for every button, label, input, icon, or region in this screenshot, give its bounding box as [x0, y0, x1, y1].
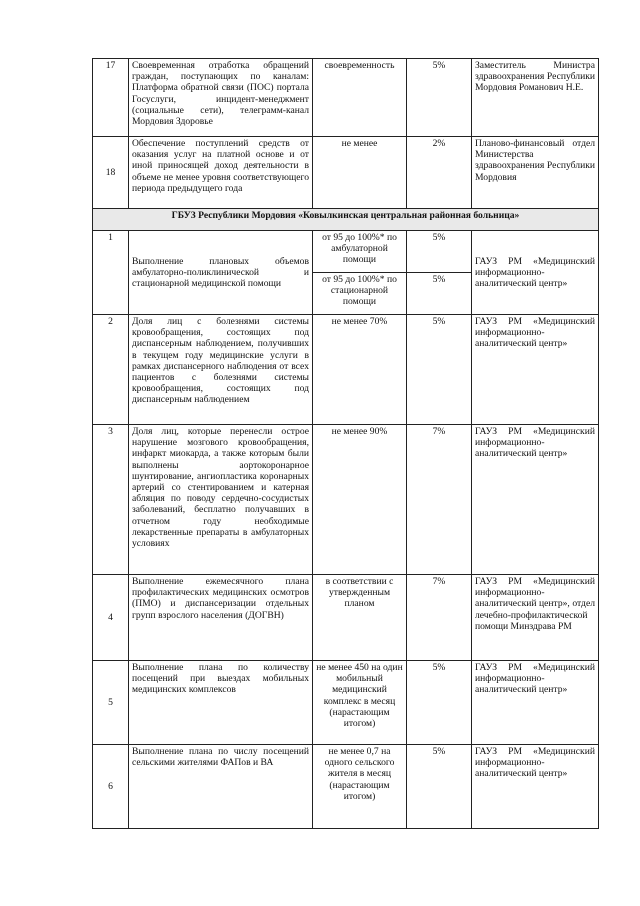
responsible-party: ГАУЗ РМ «Медицинский информационно-аналитический центр» [472, 661, 599, 745]
section-title: ГБУЗ Республики Мордовия «Ковылкинская центральная районная больница» [93, 209, 599, 231]
row-number: 18 [93, 137, 129, 209]
weight-value: 5% [407, 59, 472, 137]
target-value: не менее [313, 137, 407, 209]
indicator-text: Выполнение плана по числу посещений сельскими жителями ФАПов и ВА [129, 745, 313, 829]
row-number: 4 [93, 575, 129, 661]
target-value: от 95 до 100%* по амбулаторной помощи [313, 231, 407, 273]
weight-value: 5% [407, 661, 472, 745]
weight-value: 5% [407, 745, 472, 829]
weight-value: 5% [407, 273, 472, 315]
target-value: не менее 450 на один мобильный медицинский комплекс в месяц (нарастающим итогом) [313, 661, 407, 745]
responsible-party: ГАУЗ РМ «Медицинский информационно-аналитический центр» [472, 745, 599, 829]
table-row [93, 661, 599, 745]
indicator-text: Обеспечение поступлений средств от оказания услуг на платной основе и от иной приносящей доход деятельности в объеме не менее уровня соответствующего периода предыдущего года [129, 137, 313, 209]
table-row [93, 745, 599, 829]
table-row [93, 315, 599, 425]
weight-value: 7% [407, 575, 472, 661]
row-number: 1 [93, 231, 129, 315]
indicator-text: Выполнение ежемесячного плана профилактических медицинских осмотров (ПМО) и диспансеризации отдельных групп взрослого населения (ДОГВН) [129, 575, 313, 661]
row-number: 5 [93, 661, 129, 745]
target-value: не менее 0,7 на одного сельского жителя в месяц (нарастающим итогом) [313, 745, 407, 829]
indicator-text: Выполнение плановых объемов амбулаторно-поликлинической и стационарной медицинской помощи [129, 231, 313, 315]
weight-value: 5% [407, 231, 472, 273]
indicator-text: Доля лиц с болезнями системы кровообращения, состоящих под диспансерным наблюдением, получивших в текущем году медицинские услуги в рамках диспансерного наблюдения от всех пациентов с болезнями системы кровообращения, состоящих под диспансерным наблюдением [129, 315, 313, 425]
responsible-party: ГАУЗ РМ «Медицинский информационно-аналитический центр», отдел лечебно-профилактической помощи Минздрава РМ [472, 575, 599, 661]
section-row [93, 209, 599, 231]
row-number: 3 [93, 425, 129, 575]
indicator-text: Выполнение плана по количеству посещений при выездах мобильных медицинских комплексов [129, 661, 313, 745]
table-row [93, 137, 599, 209]
table-row [93, 59, 599, 137]
target-value: от 95 до 100%* по стационарной помощи [313, 273, 407, 315]
table-row [93, 231, 599, 273]
weight-value: 2% [407, 137, 472, 209]
indicator-text: Доля лиц, которые перенесли острое нарушение мозгового кровообращения, инфаркт миокарда, а также которым были выполнены аортокоронарное шунтирование, ангиопластика коронарных артерий со стентированием и катерная абляция по поводу сердечно-сосудистых заболеваний, бесплатно получавших в отчетном году необходимые лекарственные препараты в амбулаторных условиях [129, 425, 313, 575]
responsible-party: ГАУЗ РМ «Медицинский информационно-аналитический центр» [472, 231, 599, 315]
target-value: своевременность [313, 59, 407, 137]
table-row [93, 425, 599, 575]
row-number: 2 [93, 315, 129, 425]
weight-value: 5% [407, 315, 472, 425]
responsible-party: Планово-финансовый отдел Министерства здравоохранения Республики Мордовия [472, 137, 599, 209]
indicators-table [92, 58, 599, 829]
target-value: в соответствии с утвержденным планом [313, 575, 407, 661]
weight-value: 7% [407, 425, 472, 575]
row-number: 6 [93, 745, 129, 829]
indicator-text: Своевременная отработка обращений граждан, поступающих по каналам: Платформа обратной связи (ПОС) портала Госуслуги, инцидент-менеджмент (социальные сети), телеграмм-канал Мордовия Здоровье [129, 59, 313, 137]
responsible-party: Заместитель Министра здравоохранения Республики Мордовия Романович Н.Е. [472, 59, 599, 137]
target-value: не менее 70% [313, 315, 407, 425]
responsible-party: ГАУЗ РМ «Медицинский информационно-аналитический центр» [472, 425, 599, 575]
target-value: не менее 90% [313, 425, 407, 575]
responsible-party: ГАУЗ РМ «Медицинский информационно-аналитический центр» [472, 315, 599, 425]
row-number: 17 [93, 59, 129, 137]
table-row [93, 575, 599, 661]
